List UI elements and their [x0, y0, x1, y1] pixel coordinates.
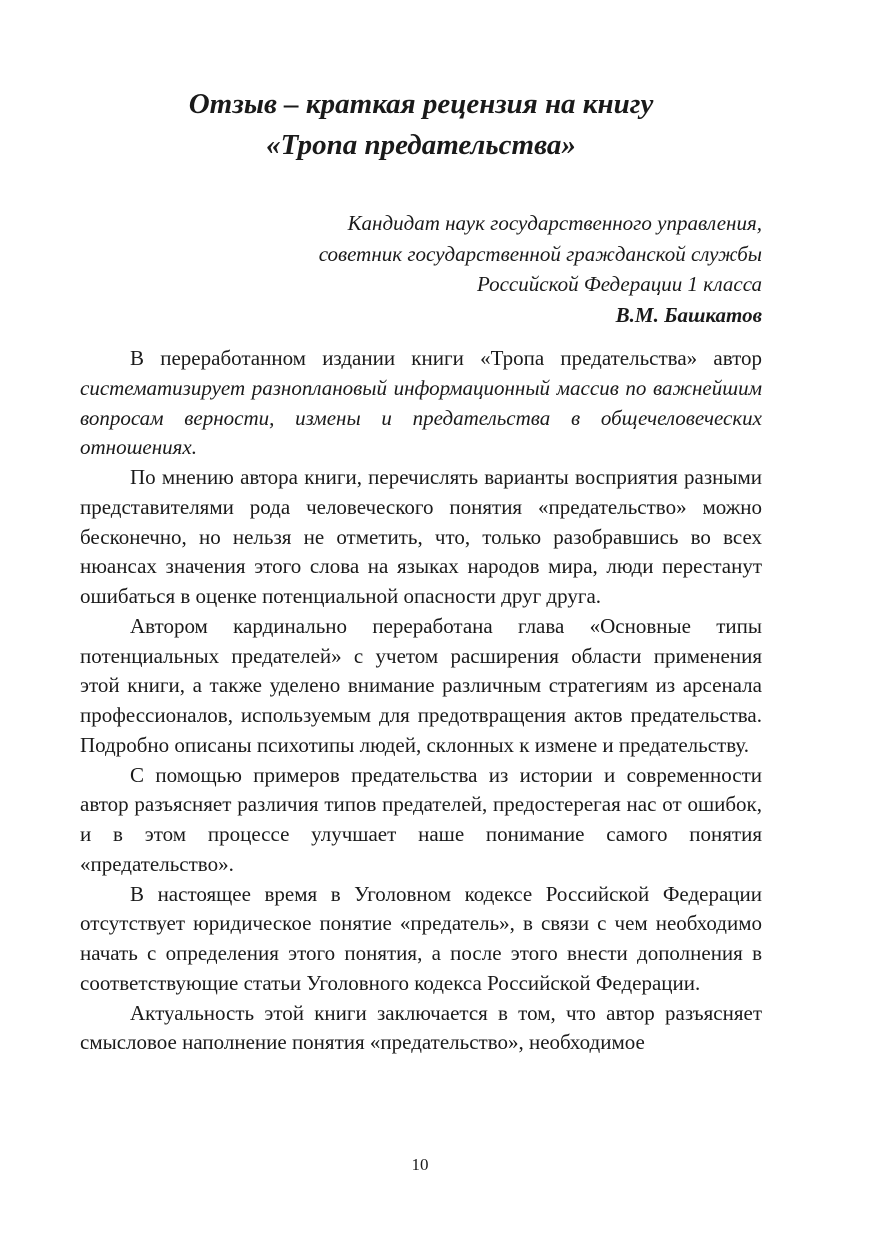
paragraph-6: Актуальность этой книги заключается в том, что автор разъясняет смысловое наполнение понятия «предательство», необходимое: [80, 1000, 762, 1055]
byline-author: В.М. Башкатов: [615, 302, 762, 327]
byline-line-2: советник государственной гражданской службы: [318, 241, 762, 266]
title-line-2: «Тропа предательства»: [266, 129, 576, 161]
page-number: 10: [411, 1155, 429, 1174]
paragraph-1-lead: В переработанном издании книги «Тропа предательства» автор: [130, 346, 762, 370]
paragraph-1-emphasis: систематизирует разноплановый информационный массив по важнейшим вопросам верности, измены и предательства в общечеловеческих отношениях.: [80, 375, 762, 460]
byline-line-3: Российской Федерации 1 класса: [477, 272, 762, 296]
page-title: [80, 84, 762, 166]
author-byline: [200, 208, 762, 330]
paragraph-5: В настоящее время в Уголовном кодексе Российской Федерации отсутствует юридическое понятие «предатель», в связи с чем необходимо начать с определения этого понятия, а после этого внести дополнения в соответствующие статьи Уголовного кодекса Российской Федерации.: [80, 881, 762, 995]
paragraph-1: [80, 344, 762, 463]
paragraph-3: Автором кардинально переработана глава «Основные типы потенциальных предателей» с учетом расширения области применения этой книги, а также уделено внимание различным стратегиям из арсенала профессионалов, используемым для предотвращения актов предательства. Подробно описаны психотипы людей, склонных к измене и предательству.: [80, 613, 762, 757]
paragraph-4: С помощью примеров предательства из истории и современности автор разъясняет различия типов предателей, предостерегая нас от ошибок, и в этом процессе улучшает наше понимание самого понятия «предательство».: [80, 762, 762, 876]
paragraph-2: По мнению автора книги, перечислять варианты восприятия разными представителями рода человеческого понятия «предательство» можно бесконечно, но нельзя не отметить, что, только разобравшись во всех нюансах значения этого слова на языках народов мира, люди перестанут ошибаться в оценке потенциальной опасности друг друга.: [80, 465, 762, 608]
body-text: [80, 344, 762, 1058]
byline-line-1: Кандидат наук государственного управления,: [347, 211, 762, 235]
title-line-1: Отзыв – краткая рецензия на книгу: [188, 88, 654, 120]
